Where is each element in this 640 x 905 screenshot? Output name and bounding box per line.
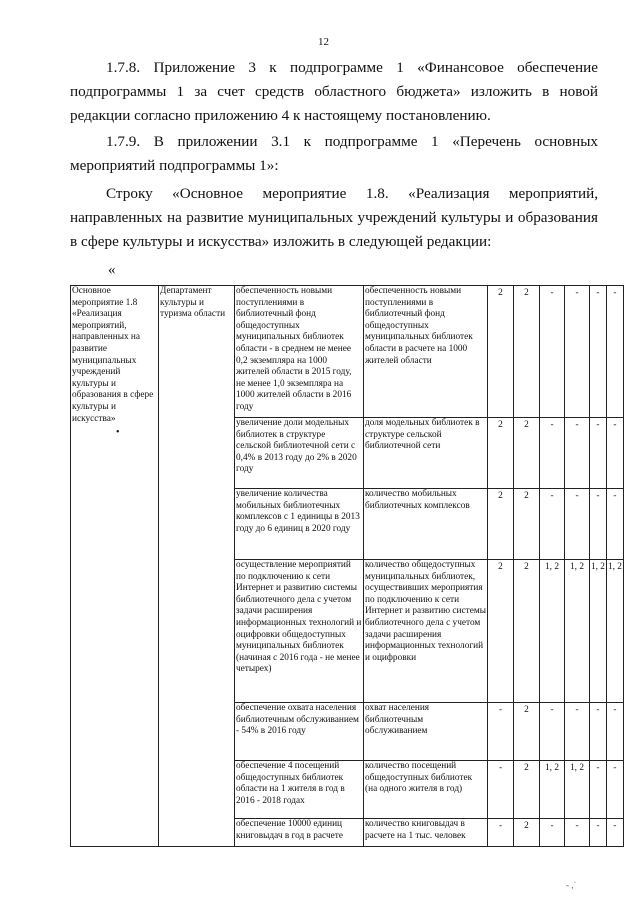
value-cell: 2 <box>488 418 514 489</box>
value-cell: - <box>540 819 565 847</box>
value-cell: - <box>590 761 607 819</box>
value-cell: - <box>565 819 590 847</box>
value-cell: - <box>590 703 607 761</box>
value-cell: 1, 2 <box>540 761 565 819</box>
result-cell: обеспеченность новыми поступлениями в библиотечный фонд общедоступных муниципальных библиотек области - в среднем не менее 0,2 экземпляра на 1000 жителей области в 2015 году, не менее 1,0 экземпляра на 1000 жителей области в 2016 году <box>235 286 364 418</box>
opening-quote: « <box>108 262 116 278</box>
measure-cell: Основное мероприятие 1.8 «Реализация мероприятий, направленных на развитие муниципальных учреждений культуры и образования в сфере культуры и искусства» <box>71 286 159 847</box>
result-cell: увеличение доли модельных библиотек в структуре сельской библиотечной сети с 0,4% в 2013 году до 2% в 2020 году <box>235 418 364 489</box>
indicator-cell: количество мобильных библиотечных комплексов <box>364 489 488 560</box>
value-cell: - <box>488 761 514 819</box>
value-cell: - <box>488 819 514 847</box>
value-cell: - <box>606 286 623 418</box>
indicator-cell: обеспеченность новыми поступлениями в библиотечный фонд общедоступных муниципальных библиотек области в расчете на 1000 жителей области <box>364 286 488 418</box>
value-cell: - <box>565 703 590 761</box>
value-cell: - <box>565 489 590 560</box>
value-cell: - <box>540 703 565 761</box>
paragraph-row-instruction: Строку «Основное мероприятие 1.8. «Реализация мероприятий, направленных на развитие муниципальных учреждений культуры и образования в сфере культуры и искусства» изложить в следующей редакции: <box>70 185 598 250</box>
value-cell: 2 <box>514 761 540 819</box>
value-cell: 2 <box>514 418 540 489</box>
paragraph-1-7-9: 1.7.9. В приложении 3.1 к подпрограмме 1 «Перечень основных мероприятий подпрограммы 1»: <box>70 133 598 174</box>
result-cell: обеспечение охвата населения библиотечным обслуживанием - 54% в 2016 году <box>235 703 364 761</box>
value-cell: - <box>540 489 565 560</box>
page-number: 12 <box>318 36 329 48</box>
indicator-cell: доля модельных библиотек в структуре сельской библиотечной сети <box>364 418 488 489</box>
value-cell: - <box>488 703 514 761</box>
value-cell: - <box>590 286 607 418</box>
value-cell: 1, 2 <box>606 560 623 703</box>
value-cell: 1, 2 <box>565 560 590 703</box>
value-cell: - <box>540 286 565 418</box>
value-cell: - <box>565 418 590 489</box>
table-row <box>71 286 624 418</box>
paragraph-1-7-8: 1.7.8. Приложение 3 к подпрограмме 1 «Финансовое обеспечение подпрограммы 1 за счет средств областного бюджета» изложить в новой редакции согласно приложению 4 к настоящему постановлению. <box>70 59 598 124</box>
measures-table <box>70 285 624 847</box>
value-cell: 2 <box>514 703 540 761</box>
value-cell: 2 <box>514 819 540 847</box>
indicator-cell: количество общедоступных муниципальных библиотек, осуществивших мероприятия по подключению к сети Интернет и развитию системы библиотечного дела с учетом задачи расширения информационных технологий и оцифровки <box>364 560 488 703</box>
value-cell: - <box>590 418 607 489</box>
indicator-cell: охват населения библиотечным обслуживанием <box>364 703 488 761</box>
stray-corner-mark: - ,ˈ <box>566 880 577 890</box>
indicator-cell: количество книговыдач в расчете на 1 тыс. человек <box>364 819 488 847</box>
result-cell: осуществление мероприятий по подключению к сети Интернет и развитию системы библиотечного дела с учетом задачи расширения информационных технологий и оцифровки общедоступных муниципальных библиотек (начиная с 2016 года - не менее четырех) <box>235 560 364 703</box>
value-cell: 2 <box>488 286 514 418</box>
value-cell: - <box>606 418 623 489</box>
value-cell: 2 <box>488 560 514 703</box>
value-cell: 2 <box>488 489 514 560</box>
executor-cell: Департамент культуры и туризма области <box>159 286 235 847</box>
value-cell: - <box>590 819 607 847</box>
result-cell: обеспечение 4 посещений общедоступных библиотек области на 1 жителя в год в 2016 - 2018 годах <box>235 761 364 819</box>
stray-dot-mark: • <box>116 427 120 438</box>
result-cell: обеспечение 10000 единиц книговыдач в год в расчете <box>235 819 364 847</box>
value-cell: 2 <box>514 489 540 560</box>
value-cell: - <box>606 761 623 819</box>
value-cell: - <box>540 418 565 489</box>
value-cell: 1, 2 <box>565 761 590 819</box>
value-cell: 2 <box>514 560 540 703</box>
value-cell: - <box>606 703 623 761</box>
indicator-cell: количество посещений общедоступных библиотек (на одного жителя в год) <box>364 761 488 819</box>
result-cell: увеличение количества мобильных библиотечных комплексов с 1 единицы в 2013 году до 6 единиц в 2020 году <box>235 489 364 560</box>
value-cell: - <box>565 286 590 418</box>
value-cell: - <box>606 489 623 560</box>
value-cell: - <box>590 489 607 560</box>
value-cell: - <box>606 819 623 847</box>
value-cell: 1, 2 <box>590 560 607 703</box>
value-cell: 2 <box>514 286 540 418</box>
value-cell: 1, 2 <box>540 560 565 703</box>
